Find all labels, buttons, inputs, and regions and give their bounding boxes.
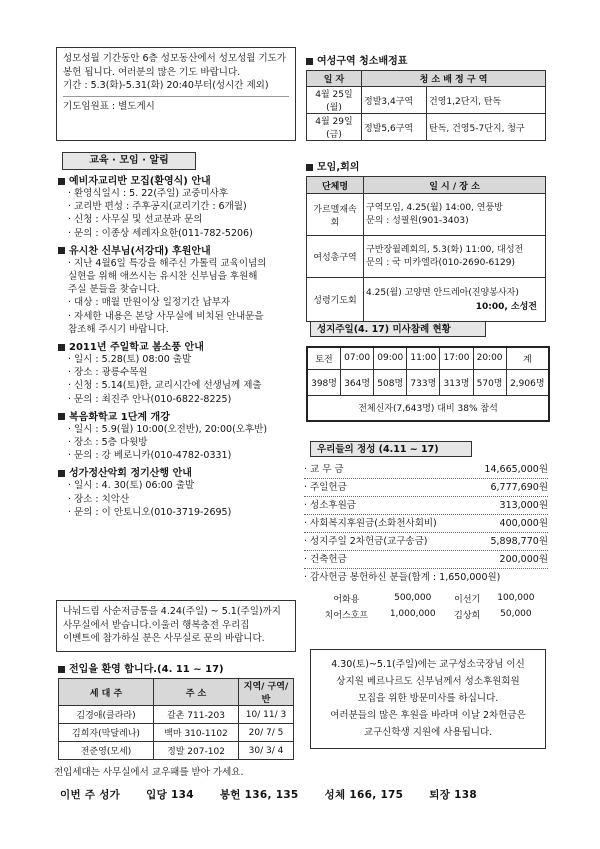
table-header: 20:00 — [473, 347, 506, 369]
table-cell: 김경애(클라라) — [59, 706, 154, 724]
edu-item: 주실 분들을 찾습니다. — [68, 284, 160, 296]
nadream-box — [56, 600, 296, 652]
edu-block — [58, 338, 298, 406]
table-cell: 398명 — [307, 369, 341, 395]
table-header: 일 시 / 장 소 — [364, 177, 546, 194]
table-cell: 가르멜재속회 — [307, 194, 364, 236]
newcomers-note: 전입세대는 사무실에서 교우패를 받아 가세요. — [54, 767, 244, 778]
offering-row — [304, 552, 548, 569]
mission-line: 교구신학생 지원에 사용됩니다. — [363, 727, 493, 738]
attendance-header — [310, 321, 486, 337]
offering-row — [304, 462, 548, 479]
cleaning-table — [306, 70, 546, 141]
table-row — [59, 706, 294, 724]
footer-offertory: 봉헌 136, 135 — [219, 789, 299, 801]
table-cell: 정발 207-102 — [154, 742, 239, 760]
table-header: 07:00 — [341, 347, 374, 369]
table-cell — [364, 194, 546, 236]
table-row — [307, 369, 549, 395]
edu-section — [58, 172, 298, 519]
offering-label: · 사회복지후원금(소화천사회비) — [304, 518, 437, 529]
square-bullet-icon — [306, 58, 313, 65]
donor-name: 이선기 — [454, 594, 481, 605]
table-row — [307, 114, 546, 141]
table-header: 주 소 — [154, 679, 239, 706]
edu-title: 복음화학교 1단계 개강 — [69, 411, 170, 423]
offering-amount: 6,777,690원 — [490, 482, 548, 493]
offering-label: · 성소후원금 — [304, 500, 356, 511]
meeting-detail: 4.25(월) 고양면 안드레아(진양봉사자) — [366, 287, 519, 298]
meeting-detail: 문의 : 성필원(901-3403) — [366, 215, 469, 226]
table-cell: 탄독, 건영5-7단지, 청구 — [427, 114, 546, 141]
nadream-line: 나눠드림 사순저금통을 4.24(주일) ~ 5.1(주일)까지 — [63, 606, 281, 617]
square-bullet-icon — [58, 247, 65, 254]
square-bullet-icon — [58, 344, 65, 351]
table-cell: 570명 — [473, 369, 506, 395]
offering-row — [304, 480, 548, 497]
donor-amount: 100,000 — [497, 593, 535, 603]
edu-title: 유시찬 신부님(서강대) 후원안내 — [69, 245, 211, 257]
edu-item: · 신청 : 사무실 및 선교분과 문의 — [68, 214, 203, 226]
mission-line: 4.30(토)~5.1(주일)에는 교구성소국장님 이신 — [331, 659, 525, 670]
cleaning-section — [306, 52, 546, 141]
offering-amount: 313,000원 — [499, 500, 548, 511]
table-row — [59, 742, 294, 760]
table-cell: 여성총구역 — [307, 236, 364, 278]
mission-box — [310, 649, 546, 749]
mission-line: 상지원 베르나르도 신부님께서 성소후원회원 — [336, 676, 520, 687]
table-cell: 건영1,2단지, 탄독 — [427, 87, 546, 114]
edu-item: · 문의 : 이종상 세레자요한(011-782-5206) — [68, 227, 253, 239]
edu-item: · 문의 : 강 베로니카(010-4782-0331) — [68, 450, 232, 462]
edu-item: · 일시 : 5.9(월) 10:00(오전반), 20:00(오후반) — [68, 423, 268, 435]
notice-line: 봉헌 됩니다. 여러분의 많은 기도 바랍니다. — [63, 66, 241, 78]
table-row — [307, 347, 549, 369]
table-cell — [364, 236, 546, 278]
table-header: 단체명 — [307, 177, 364, 194]
donor-amount: 1,000,000 — [389, 609, 436, 619]
edu-title: 성가정산악회 정기산행 안내 — [69, 468, 192, 480]
edu-item: · 장소 : 광릉수목원 — [68, 367, 148, 379]
donor-amount: 500,000 — [394, 593, 432, 603]
attendance-title: 성지주일(4. 17) 미사참례 현황 — [317, 324, 451, 335]
table-cell — [364, 278, 546, 322]
edu-title: 예비자교리반 모집(환영식) 안내 — [69, 176, 211, 187]
table-cell: 364명 — [341, 369, 374, 395]
edu-item: 참조해 주시기 바랍니다. — [68, 323, 169, 335]
table-cell: 508명 — [374, 369, 407, 395]
attendance-table — [306, 346, 550, 422]
table-cell: 733명 — [407, 369, 440, 395]
table-header: 일 자 — [307, 71, 362, 87]
meeting-detail: 10:00, 소성전 — [475, 301, 537, 312]
edu-item: · 장소 : 5층 다윗방 — [68, 437, 148, 449]
meetings-section — [306, 158, 546, 322]
table-header: 토전 — [307, 347, 341, 369]
newcomers-table — [58, 678, 294, 760]
donors-table — [314, 590, 544, 622]
square-bullet-icon — [58, 413, 65, 420]
notice-line: 기도임원표 : 별도게시 — [63, 96, 289, 114]
offering-row — [304, 534, 548, 551]
edu-block — [58, 242, 298, 336]
offering-amount: 5,898,770원 — [490, 536, 548, 547]
table-row — [307, 236, 546, 278]
edu-item: · 지난 4월6일 특강을 해주신 가톨릭 교육이념의 — [68, 257, 267, 269]
offering-list — [304, 462, 548, 622]
table-cell: 갈촌 711-203 — [154, 706, 239, 724]
edu-header — [62, 152, 196, 170]
edu-item: · 장소 : 치악산 — [68, 493, 130, 505]
nadream-line: 이벤트에 참가하실 분은 사무실로 문의 바랍니다. — [63, 633, 265, 644]
table-cell: 10/ 11/ 3 — [239, 706, 294, 724]
edu-item: · 신청 : 5.14(토)한, 교리시간에 선생님께 제출 — [68, 380, 262, 392]
offering-header — [310, 441, 472, 457]
offering-thanks: · 감사헌금 봉헌하신 분들(합계 : 1,650,000원) — [304, 572, 501, 583]
edu-header-label: 교육 · 모임 · 알림 — [89, 155, 169, 166]
square-bullet-icon — [306, 164, 313, 171]
edu-item: · 대상 : 매월 만원이상 일정기간 납부자 — [68, 297, 230, 309]
footer-hymns — [60, 787, 550, 802]
offering-amount: 200,000원 — [499, 554, 548, 565]
edu-title: 2011년 주일학교 봄소풍 안내 — [69, 342, 204, 354]
offering-amount: 400,000원 — [499, 518, 548, 529]
table-cell: 전준영(모세) — [59, 742, 154, 760]
attendance-table-wrap — [306, 346, 550, 422]
edu-item: · 교리반 편성 : 주후공지(교리기간 : 6개월) — [68, 201, 247, 213]
table-cell: 성령기도회 — [307, 278, 364, 322]
table-header: 청 소 배 정 구 역 — [362, 71, 546, 87]
mission-line: 모집을 위한 방문미사를 하십니다. — [357, 693, 499, 704]
notice-line: 기간 : 5.3(화)-5.31(화) 20:40부터(성시간 제외) — [63, 80, 269, 91]
mission-line: 여러분들의 많은 후원을 바라며 이날 2차헌금은 — [330, 710, 526, 721]
offering-row — [304, 516, 548, 533]
newcomers-title: 전입을 환영 합니다.(4. 11 ~ 17) — [69, 664, 224, 675]
meeting-detail: 구역모임, 4.25(월) 14:00, 연풍방 — [366, 202, 503, 213]
table-cell: 4월 29일(금) — [307, 114, 362, 141]
offering-label: · 성지주일 2차헌금(교구송금) — [304, 536, 428, 547]
table-row — [307, 194, 546, 236]
attendance-summary: 전체신자(7,643명) 대비 38% 참석 — [307, 395, 549, 421]
donor-name: 김상희 — [454, 610, 481, 621]
table-cell: 김희자(막달레나) — [59, 724, 154, 742]
edu-item: · 환영식일시 : 5. 22(주일) 교중미사후 — [68, 188, 229, 199]
notice-line: 성모성월 기간동안 6층 성모동산에서 성모성월 기도가 — [63, 53, 287, 64]
table-row — [307, 395, 549, 421]
offering-label: · 교 무 금 — [304, 464, 344, 475]
table-row — [59, 724, 294, 742]
edu-item: 실현을 위해 애쓰시는 유시찬 신부님을 후원해 — [68, 271, 258, 283]
meeting-detail: 구반장월례회의, 5.3(화) 11:00, 대성전 — [366, 244, 524, 255]
table-cell: 313명 — [440, 369, 473, 395]
table-cell: 정발5,6구역 — [362, 114, 427, 141]
edu-item: · 문의 : 최진주 안나(010-6822-8225) — [68, 393, 232, 405]
table-row — [307, 278, 546, 322]
table-header: 09:00 — [374, 347, 407, 369]
table-header: 계 — [506, 347, 549, 369]
edu-item: · 자세한 내용은 본당 사무실에 비치된 안내문을 — [68, 310, 264, 322]
cleaning-title: 여성구역 청소배정표 — [317, 56, 408, 67]
edu-block — [58, 464, 298, 519]
offering-label: · 주일헌금 — [304, 482, 347, 493]
table-cell: 2,906명 — [506, 369, 549, 395]
edu-block — [58, 408, 298, 463]
table-header: 11:00 — [407, 347, 440, 369]
table-cell: 백마 310-1102 — [154, 724, 239, 742]
table-header: 세 대 주 — [59, 679, 154, 706]
table-cell: 4월 25일(월) — [307, 87, 362, 114]
nadream-line: 사무실에서 받습니다.이울러 행복충전 우리집 — [63, 619, 250, 631]
square-bullet-icon — [58, 178, 65, 185]
table-header: 지역/ 구역/ 반 — [239, 679, 294, 706]
donor-amount: 50,000 — [500, 609, 532, 619]
offering-row — [304, 498, 548, 515]
edu-item: · 문의 : 이 안토니오(010-3719-2695) — [68, 506, 232, 518]
square-bullet-icon — [58, 470, 65, 477]
table-cell: 20/ 7/ 5 — [239, 724, 294, 742]
offering-title: 우리들의 정성 (4.11 ~ 17) — [317, 444, 439, 455]
table-header: 17:00 — [440, 347, 473, 369]
footer-label: 이번 주 성가 — [60, 789, 121, 801]
offering-amount: 14,665,000원 — [484, 464, 548, 475]
offering-label: · 건축헌금 — [304, 554, 347, 565]
notice-box — [56, 47, 296, 141]
table-cell: 30/ 3/ 4 — [239, 742, 294, 760]
meetings-title: 모임,회의 — [317, 162, 360, 173]
donor-name: 어화용 — [333, 594, 360, 605]
newcomers-section — [54, 660, 298, 778]
footer-communion: 성체 166, 175 — [324, 789, 404, 801]
donor-name: 치어스호프 — [324, 610, 369, 621]
meetings-table — [306, 176, 546, 322]
meeting-detail: 문의 : 국 미카엘라(010-2690-6129) — [366, 257, 515, 268]
footer-entrance: 입당 134 — [146, 789, 194, 801]
edu-block — [58, 172, 298, 240]
square-bullet-icon — [58, 666, 65, 673]
table-row — [307, 87, 546, 114]
edu-item: · 일시 : 4. 30(토) 06:00 출발 — [68, 480, 195, 492]
footer-recessional: 퇴장 138 — [429, 789, 477, 801]
table-cell: 정발3,4구역 — [362, 87, 427, 114]
edu-item: · 일시 : 5.28(토) 08:00 출발 — [68, 354, 192, 366]
